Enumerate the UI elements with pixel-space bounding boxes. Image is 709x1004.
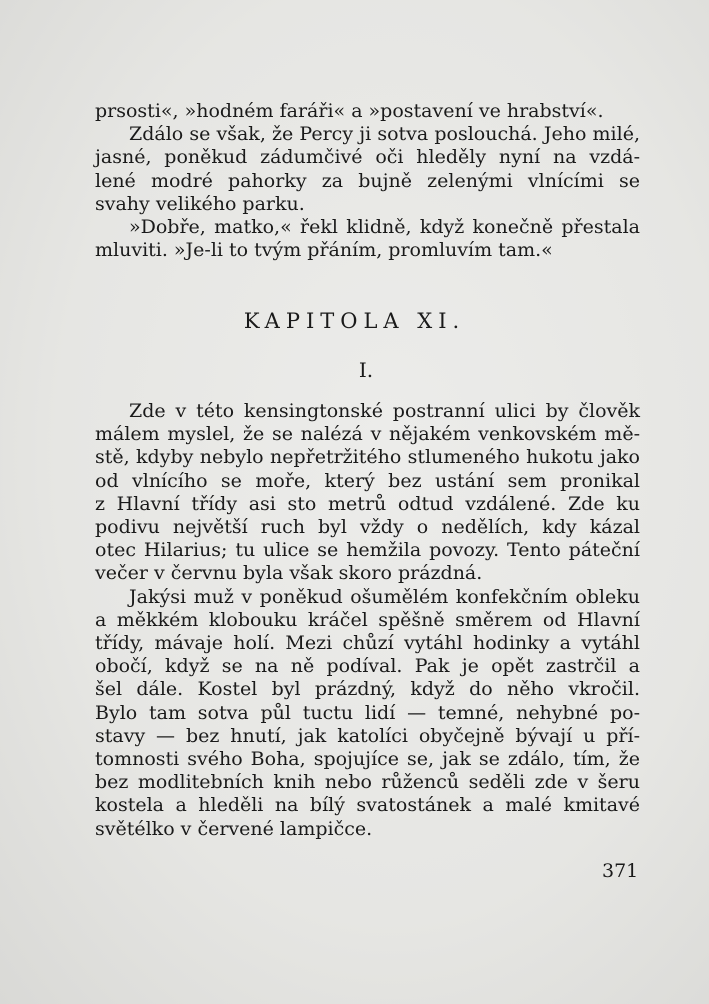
text-line: Zdálo se však, že Percy ji sotva poslouchá. Jeho milé, (129, 123, 640, 146)
text-line: světélko v červené lampičce. (95, 817, 373, 840)
paragraph (95, 400, 640, 586)
text-line: Jakýsi muž v poněkud ošumělém konfekčním obleku (129, 585, 640, 608)
chapter-title: KAPITOLA XI. (243, 309, 466, 333)
text-line: prsosti«, »hodném faráři« a »postavení ve hrabství«. (95, 100, 604, 122)
page-number: 371 (602, 860, 639, 882)
text-line: a měkkém klobouku kráčel spěšně směrem od Hlavní (95, 608, 640, 631)
text-line: Zde v této kensingtonské postranní ulici by člověk (129, 400, 640, 422)
text-line: stě, kdyby nebylo nepřetržitého stlumeného hukotu jako (95, 446, 640, 469)
text-line: obočí, když se na ně podíval. Pak je opět zastrčil a (95, 655, 640, 678)
text-line: kostela a hleděli na bílý svatostánek a malé kmitavé (95, 794, 640, 817)
text-line: »Dobře, matko,« řekl klidně, když konečně přestala (129, 216, 640, 239)
text-line: lené modré pahorky za bujně zelenými vlnícími se (95, 169, 640, 192)
text-line: jasné, poněkud zádumčivé oči hleděly nyní na vzdá- (95, 146, 640, 169)
text-line: stavy — bez hnutí, jak katolíci obyčejně bývají u pří- (95, 724, 640, 747)
text-line: od vlnícího se moře, který bez ustání sem pronikal (95, 469, 640, 492)
text-line: podivu největší ruch byl vždy o nedělích, kdy kázal (95, 516, 640, 539)
paragraph (95, 216, 640, 262)
paragraph (95, 100, 640, 123)
text-line: svahy velikého parku. (95, 192, 305, 215)
text-line: bez modlitebních knih nebo růženců seděli zde v šeru (95, 771, 640, 794)
text-line: málem myslel, že se nalézá v nějakém venkovském mě- (95, 423, 640, 446)
main-text-block (95, 400, 640, 841)
text-line: tomnosti svého Boha, spojujíce se, jak se zdálo, tím, že (95, 748, 640, 771)
text-line: Bylo tam sotva půl tuctu lidí — temné, nehybné po- (95, 701, 640, 724)
paragraph (95, 586, 640, 841)
text-line: třídy, mávaje holí. Mezi chůzí vytáhl hodinky a vytáhl (95, 632, 640, 655)
paragraph (95, 123, 640, 216)
section-number: I. (358, 358, 374, 382)
text-line: otec Hilarius; tu ulice se hemžila povozy. Tento páteční (95, 539, 640, 562)
text-line: večer v červnu byla však skoro prázdná. (95, 562, 483, 585)
top-text-block (95, 100, 640, 262)
text-line: šel dále. Kostel byl prázdný, když do něho vkročil. (95, 678, 640, 701)
text-line: z Hlavní třídy asi sto metrů odtud vzdálené. Zde ku (95, 492, 640, 515)
text-line: mluviti. »Je-li to tvým přáním, promluvím tam.« (95, 239, 553, 262)
